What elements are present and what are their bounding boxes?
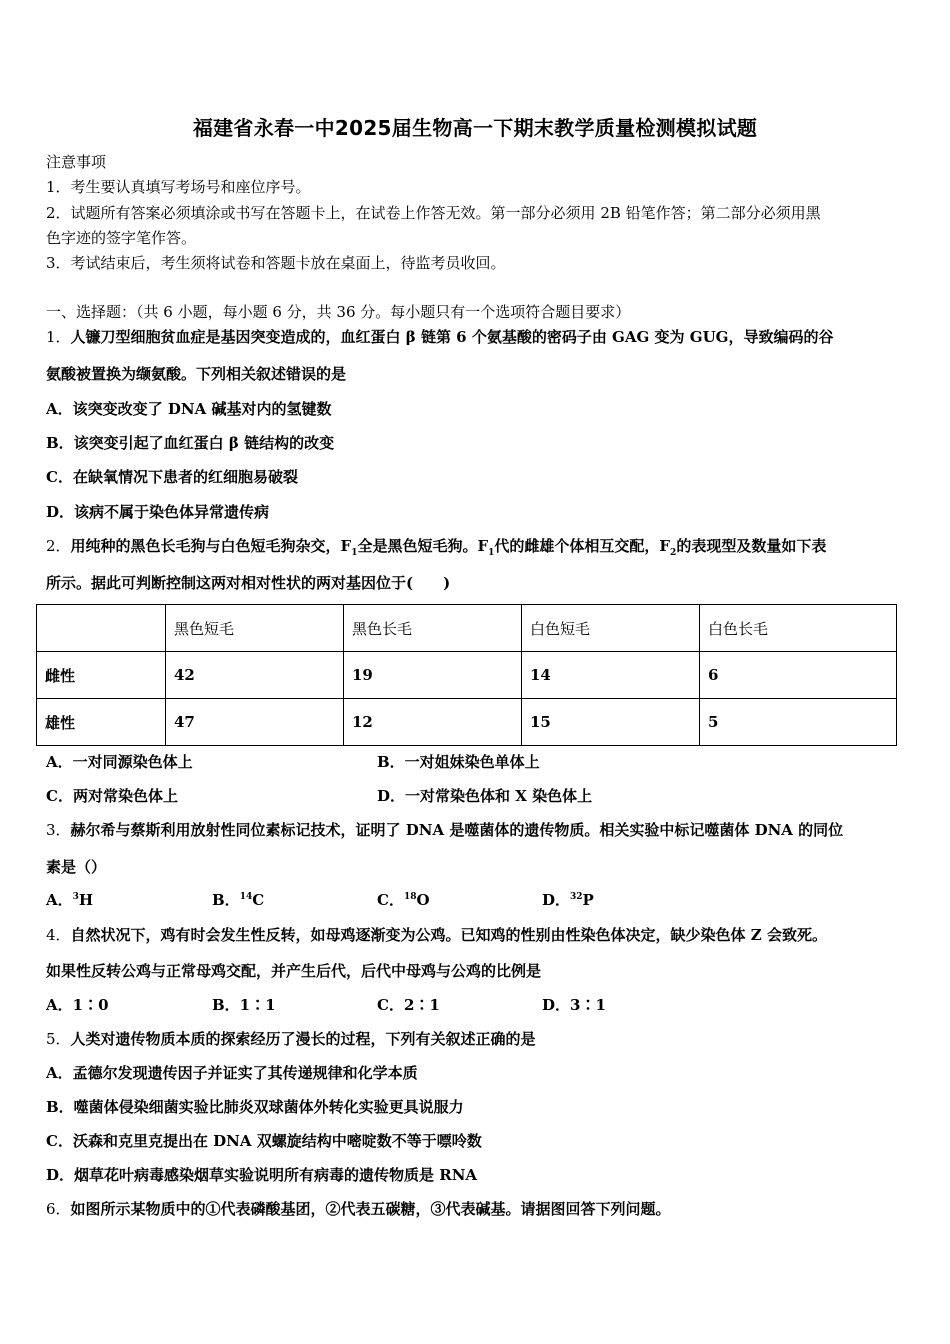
option-b: B．1∶1 <box>212 996 276 1014</box>
option-d: D．烟草花叶病毒感染烟草实验说明所有病毒的遗传物质是 RNA <box>46 1166 478 1184</box>
table-cell: 14 <box>522 652 700 699</box>
question-5 <box>46 1029 536 1049</box>
option-a: A．$^3$H <box>46 891 94 909</box>
notice-heading: 注意事项 <box>46 153 107 171</box>
table-row <box>37 652 897 699</box>
table-cell: 47 <box>166 699 344 746</box>
option-c: C．在缺氧情况下患者的红细胞易破裂 <box>46 468 298 486</box>
section-heading: 一、选择题：（共 6 小题，每小题 6 分，共 36 分。每小题只有一个选项符合题目要求） <box>46 303 631 321</box>
table-cell: 5 <box>700 699 897 746</box>
table-cell: 6 <box>700 652 897 699</box>
option-d: D．$^{32}$P <box>542 891 594 909</box>
option-c: C．沃森和克里克提出在 DNA 双螺旋结构中嘧啶数不等于嘌呤数 <box>46 1132 482 1150</box>
table-header: 白色长毛 <box>700 605 897 652</box>
question-text: 赫尔希与蔡斯利用放射性同位素标记技术，证明了 DNA 是噬菌体的遗传物质。相关实验中标记噬菌体 DNA 的同位 <box>70 821 844 839</box>
question-4 <box>46 925 827 945</box>
question-number: 1． <box>46 328 71 346</box>
table-header: 黑色长毛 <box>344 605 522 652</box>
option-b: B．一对姐妹染色单体上 <box>377 753 540 771</box>
option-c: C．两对常染色体上 <box>46 787 178 805</box>
question-text: 素是（） <box>46 858 107 876</box>
notice-item: 2．试题所有答案必须填涂或书写在答题卡上，在试卷上作答无效。第一部分必须用 2B 铅笔作答；第二部分必须用黑 <box>46 204 821 222</box>
table-cell: 12 <box>344 699 522 746</box>
table-cell: 雄性 <box>37 699 166 746</box>
page-title: 福建省永春一中2025届生物高一下期末教学质量检测模拟试题 <box>192 116 758 140</box>
question-number: 2． <box>46 537 71 555</box>
question-number: 5． <box>46 1030 71 1048</box>
table-header: 白色短毛 <box>522 605 700 652</box>
f2-phenotype-table <box>36 604 897 746</box>
notice-item: 3．考试结束后，考生须将试卷和答题卡放在桌面上，待监考员收回。 <box>46 254 506 272</box>
table-cell: 15 <box>522 699 700 746</box>
table-cell <box>37 605 166 652</box>
question-6 <box>46 1199 671 1219</box>
notice-item: 色字迹的签字笔作答。 <box>46 229 197 247</box>
option-d: D．该病不属于染色体异常遗传病 <box>46 503 270 521</box>
question-number: 3． <box>46 821 71 839</box>
question-text: 氨酸被置换为缬氨酸。下列相关叙述错误的是 <box>46 365 347 383</box>
table-header: 黑色短毛 <box>166 605 344 652</box>
question-text: 人镰刀型细胞贫血症是基因突变造成的，血红蛋白 β 链第 6 个氨基酸的密码子由 GAG 变为 GUG，导致编码的谷 <box>70 328 834 346</box>
option-c: C．$^{18}$O <box>377 891 430 909</box>
table-row <box>37 699 897 746</box>
question-number: 6． <box>46 1200 71 1218</box>
question-text: 如果性反转公鸡与正常母鸡交配，并产生后代，后代中母鸡与公鸡的比例是 <box>46 962 542 980</box>
option-a: A．孟德尔发现遗传因子并证实了其传递规律和化学本质 <box>46 1064 418 1082</box>
option-d: D．3∶1 <box>542 996 606 1014</box>
option-a: A．1∶0 <box>46 996 109 1014</box>
question-2: 2．用纯种的黑色长毛狗与白色短毛狗杂交，$F_1$全是黑色短毛狗。$F_1$代的雌雄个体相互交配，$F_2$的表现型及数量如下表 <box>46 537 827 558</box>
question-3 <box>46 820 843 840</box>
question-text: 自然状况下，鸡有时会发生性反转，如母鸡逐渐变为公鸡。已知鸡的性别由性染色体决定，缺少染色体 Z 会致死。 <box>70 926 827 944</box>
option-b: B．该突变引起了血红蛋白 β 链结构的改变 <box>46 434 335 452</box>
option-b: B．$^{14}$C <box>212 891 265 909</box>
question-text: 所示。据此可判断控制这两对相对性状的两对基因位于( ) <box>46 574 451 592</box>
table-cell: 42 <box>166 652 344 699</box>
option-b: B．噬菌体侵染细菌实验比肺炎双球菌体外转化实验更具说服力 <box>46 1098 464 1116</box>
table-header-row <box>37 605 897 652</box>
question-text: 如图所示某物质中的①代表磷酸基团，②代表五碳糖，③代表碱基。请据图回答下列问题。 <box>70 1200 671 1218</box>
question-number: 4． <box>46 926 71 944</box>
question-text: 人类对遗传物质本质的探索经历了漫长的过程，下列有关叙述正确的是 <box>70 1030 536 1048</box>
option-d: D．一对常染色体和 X 染色体上 <box>377 787 593 805</box>
option-a: A．一对同源染色体上 <box>46 753 193 771</box>
question-1 <box>46 327 833 347</box>
option-c: C．2∶1 <box>377 996 440 1014</box>
table-cell: 19 <box>344 652 522 699</box>
table-cell: 雌性 <box>37 652 166 699</box>
notice-item: 1．考生要认真填写考场号和座位序号。 <box>46 178 311 196</box>
option-a: A．该突变改变了 DNA 碱基对内的氢键数 <box>46 400 332 418</box>
